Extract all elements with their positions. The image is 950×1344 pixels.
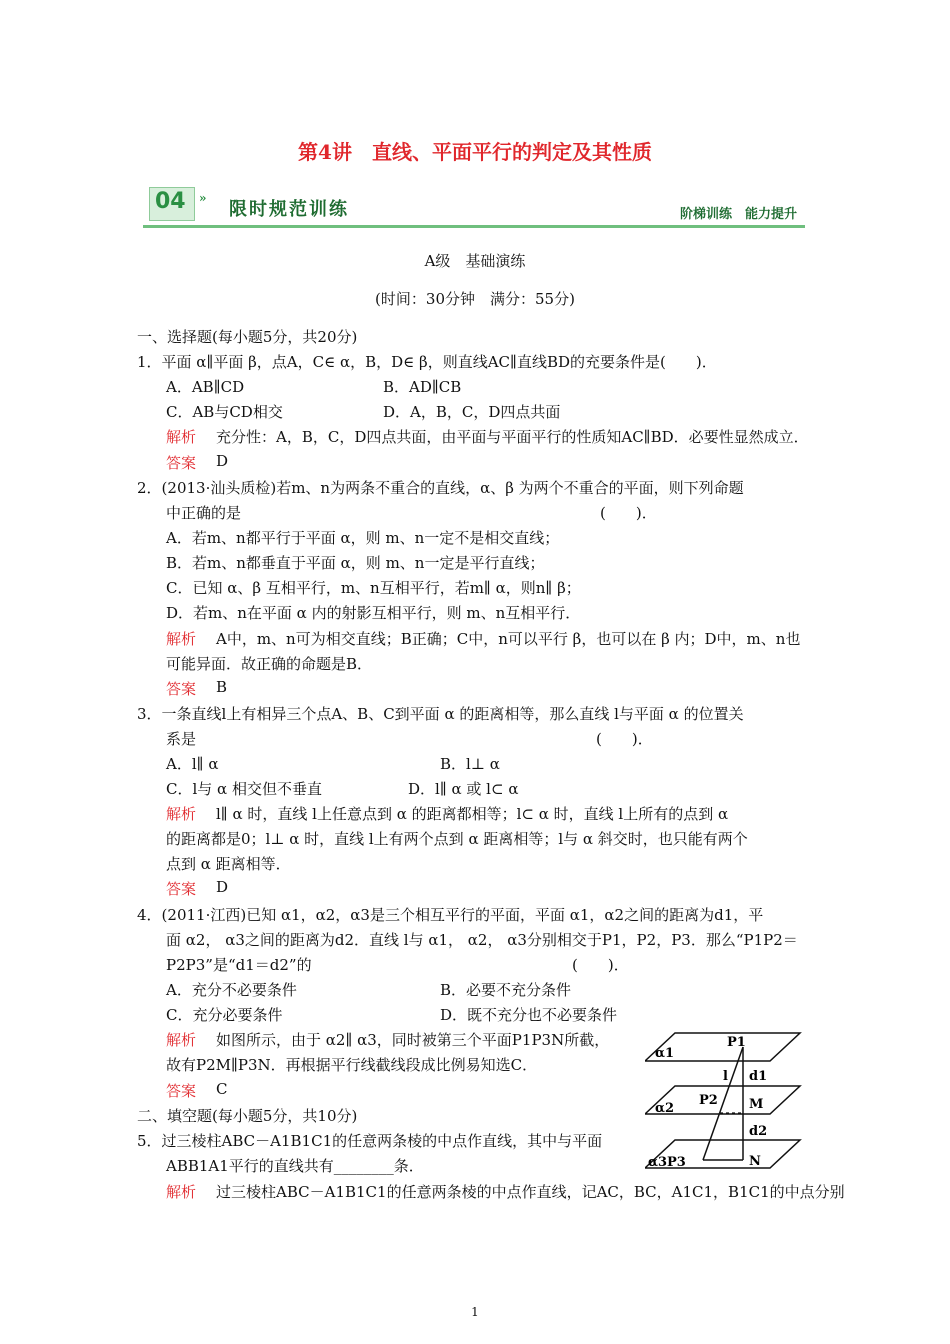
answer-value: C	[216, 1080, 228, 1098]
option: A．AB∥CD	[166, 378, 245, 396]
analysis-label: 解析	[166, 630, 197, 648]
option: B．必要不充分条件	[440, 981, 572, 999]
analysis-text: l∥ α 时，直线 l上任意点到 α 的距离都相等；l⊂ α 时，直线 l上所有的点到 α	[216, 805, 729, 823]
answer-value: D	[216, 878, 229, 896]
question-text: ABB1A1平行的直线共有________条．	[166, 1157, 424, 1175]
figure-label: α3	[648, 1155, 668, 1170]
page-number: 1	[471, 1305, 479, 1319]
figure-label: l	[723, 1069, 728, 1084]
analysis-text: 点到 α 距离相等．	[166, 855, 291, 873]
section-heading: 一、选择题(每小题5分，共20分)	[137, 328, 358, 346]
analysis-label: 解析	[166, 805, 197, 823]
analysis-text: 故有P2M∥P3N．再根据平行线截线段成比例易知选C．	[166, 1056, 538, 1074]
level-heading: A级 基础演练	[424, 252, 526, 270]
figure-label: N	[749, 1154, 761, 1169]
question-text: 2．(2013·汕头质检)若m、n为两条不重合的直线，α、β 为两个不重合的平面，则下列命题	[137, 479, 744, 497]
question-text: 5．过三棱柱ABC－A1B1C1的任意两条棱的中点作直线，其中与平面	[137, 1132, 603, 1150]
section-banner	[143, 181, 805, 228]
option: A．充分不必要条件	[166, 981, 297, 999]
banner-number: 04	[155, 189, 186, 214]
option: C．充分必要条件	[166, 1006, 283, 1024]
question-text: 系是	[166, 730, 197, 748]
figure-label: α2	[655, 1101, 675, 1116]
parallel-planes-figure	[645, 1028, 805, 1178]
banner-arrow-icon: »	[199, 191, 207, 205]
answer-label: 答案	[166, 880, 197, 898]
analysis-text: 充分性：A，B，C，D四点共面，由平面与平面平行的性质知AC∥BD．必要性显然成立．	[216, 428, 809, 446]
figure-label: α1	[655, 1046, 675, 1061]
page-title: 第4讲 直线、平面平行的判定及其性质	[298, 140, 652, 164]
option: C．l与 α 相交但不垂直	[166, 780, 322, 798]
analysis-label: 解析	[166, 1183, 197, 1201]
answer-label: 答案	[166, 1082, 197, 1100]
figure-label: M	[749, 1097, 764, 1112]
analysis-text: A中，m、n可为相交直线；B正确；C中，n可以平行 β，也可以在 β 内；D中，m、n也	[216, 630, 801, 648]
answer-label: 答案	[166, 680, 197, 698]
answer-blank: ( )．	[596, 730, 653, 748]
banner-subtitle: 阶梯训练 能力提升	[679, 207, 797, 222]
option: B．l⊥ α	[440, 755, 500, 773]
figure-label: P1	[727, 1035, 746, 1050]
option: C．已知 α、β 互相平行，m、n互相平行，若m∥ α，则n∥ β；	[166, 579, 581, 597]
option: D．A，B，C，D四点共面	[383, 403, 561, 421]
analysis-text: 过三棱柱ABC－A1B1C1的任意两条棱的中点作直线，记AC，BC，A1C1，B1C1的中点分别	[216, 1183, 845, 1201]
option: A．l∥ α	[166, 755, 219, 773]
time-info: (时间：30分钟 满分：55分)	[375, 290, 575, 308]
option: D．若m、n在平面 α 内的射影互相平行，则 m、n互相平行．	[166, 604, 581, 622]
question-text: 3．一条直线l上有相异三个点A、B、C到平面 α 的距离相等，那么直线 l与平面 α 的位置关	[137, 705, 744, 723]
banner-title: 限时规范训练	[229, 199, 349, 220]
question-text: 4．(2011·江西)已知 α1，α2，α3是三个相互平行的平面，平面 α1，α2之间的距离为d1，平	[137, 906, 764, 924]
section-heading: 二、填空题(每小题5分，共10分)	[137, 1107, 358, 1125]
question-text: 面 α2， α3之间的距离为d2．直线 l与 α1， α2， α3分别相交于P1，P2，P3．那么“P1P2＝	[166, 931, 798, 949]
question-text: P2P3”是“d1＝d2”的	[166, 956, 312, 974]
option: A．若m、n都平行于平面 α，则 m、n一定不是相交直线；	[166, 529, 560, 547]
analysis-label: 解析	[166, 428, 197, 446]
figure-label: P3	[667, 1155, 686, 1170]
option: D．l∥ α 或 l⊂ α	[408, 780, 519, 798]
option: D．既不充分也不必要条件	[440, 1006, 618, 1024]
option: C．AB与CD相交	[166, 403, 283, 421]
answer-blank: ( )．	[572, 956, 629, 974]
answer-blank: ( )．	[600, 504, 657, 522]
answer-label: 答案	[166, 454, 197, 472]
figure-label: P2	[699, 1093, 718, 1108]
analysis-text: 可能异面．故正确的命题是B．	[166, 655, 373, 673]
figure-label: d1	[749, 1069, 768, 1084]
question-text: 1．平面 α∥平面 β，点A，C∈ α，B，D∈ β，则直线AC∥直线BD的充要条件是( )．	[137, 353, 717, 371]
option: B．若m、n都垂直于平面 α，则 m、n一定是平行直线；	[166, 554, 545, 572]
analysis-text: 如图所示，由于 α2∥ α3，同时被第三个平面P1P3N所截，	[216, 1031, 610, 1049]
analysis-label: 解析	[166, 1031, 197, 1049]
answer-value: D	[216, 452, 229, 470]
question-text: 中正确的是	[166, 504, 242, 522]
answer-value: B	[216, 678, 228, 696]
figure-label: d2	[749, 1124, 768, 1139]
option: B．AD∥CB	[383, 378, 462, 396]
analysis-text: 的距离都是0；l⊥ α 时，直线 l上有两个点到 α 距离相等；l与 α 斜交时，也只能有两个	[166, 830, 748, 848]
